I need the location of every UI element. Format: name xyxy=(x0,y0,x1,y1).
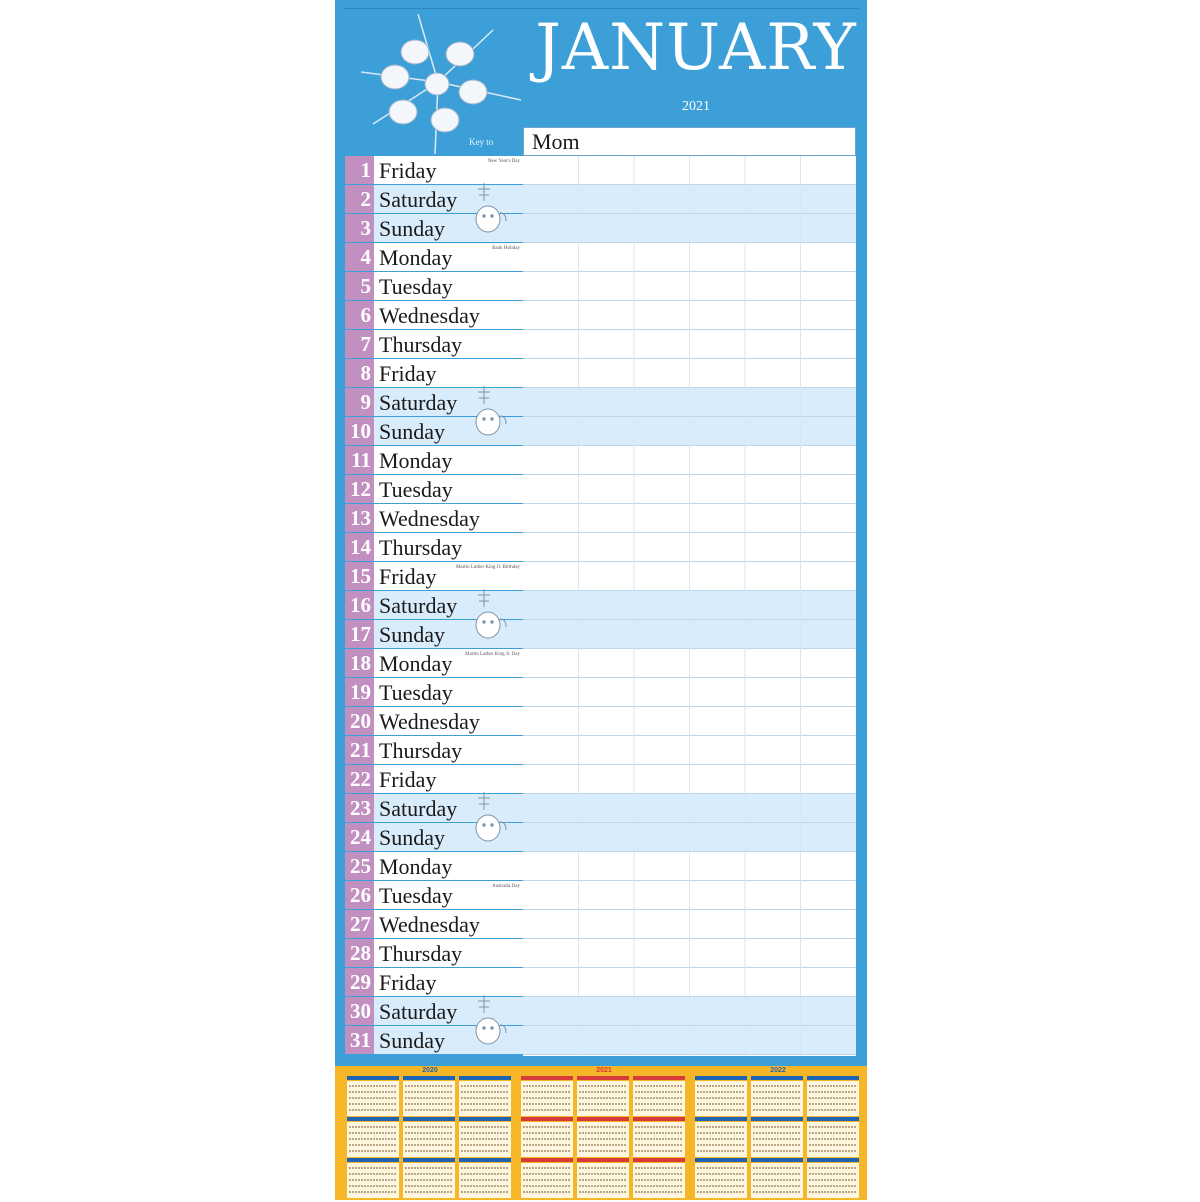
weekday-label: Saturday xyxy=(374,997,523,1025)
date-number: 6 xyxy=(345,301,374,329)
entry-cell-row[interactable] xyxy=(523,620,856,649)
calendar-grid xyxy=(345,127,856,1056)
mini-month xyxy=(347,1117,399,1157)
entry-cell-row[interactable] xyxy=(523,504,856,533)
entry-cell-row[interactable] xyxy=(523,185,856,214)
entry-cell-row[interactable] xyxy=(523,475,856,504)
weekday-label: Monday Martin Luther King Jr. Day xyxy=(374,649,523,677)
date-number: 20 xyxy=(345,707,374,735)
weekday-label: Wednesday xyxy=(374,504,523,532)
entry-cell-row[interactable] xyxy=(523,243,856,272)
entry-cell-row[interactable] xyxy=(523,823,856,852)
planner-year-label: 2021 xyxy=(596,1067,612,1074)
day-row xyxy=(345,649,856,678)
day-row xyxy=(345,214,856,243)
mini-month xyxy=(347,1158,399,1198)
weekday-label: Saturday xyxy=(374,591,523,619)
entry-cell-row[interactable] xyxy=(523,765,856,794)
weekday-label: Tuesday xyxy=(374,272,523,300)
mini-month xyxy=(459,1076,511,1116)
entry-cell-row[interactable] xyxy=(523,301,856,330)
day-row xyxy=(345,388,856,417)
date-number: 31 xyxy=(345,1026,374,1054)
weekday-label: Saturday xyxy=(374,388,523,416)
mini-month xyxy=(695,1076,747,1116)
date-number: 13 xyxy=(345,504,374,532)
mini-month xyxy=(633,1117,685,1157)
day-row xyxy=(345,1026,856,1055)
day-row xyxy=(345,359,856,388)
day-row xyxy=(345,562,856,591)
calendar-poster xyxy=(335,0,867,1200)
weekday-label: Wednesday xyxy=(374,910,523,938)
mini-month xyxy=(751,1117,803,1157)
date-number: 11 xyxy=(345,446,374,474)
date-number: 24 xyxy=(345,823,374,851)
mini-month xyxy=(807,1076,859,1116)
holiday-note: Martin Luther King Jr. Birthday xyxy=(455,565,520,570)
entry-cell-row[interactable] xyxy=(523,533,856,562)
mini-month xyxy=(633,1158,685,1198)
entry-cell-row[interactable] xyxy=(523,417,856,446)
day-row xyxy=(345,968,856,997)
day-row xyxy=(345,243,856,272)
date-number: 22 xyxy=(345,765,374,793)
mini-month xyxy=(403,1117,455,1157)
date-number: 16 xyxy=(345,591,374,619)
sheep-icon xyxy=(470,585,525,643)
weekday-label: Friday xyxy=(374,968,523,996)
date-number: 1 xyxy=(345,156,374,184)
weekday-label: Tuesday xyxy=(374,678,523,706)
mini-month xyxy=(577,1117,629,1157)
day-row xyxy=(345,823,856,852)
day-row xyxy=(345,446,856,475)
mini-month xyxy=(577,1158,629,1198)
date-number: 8 xyxy=(345,359,374,387)
entry-cell-row[interactable] xyxy=(523,968,856,997)
year-label: 2021 xyxy=(682,99,710,114)
day-row xyxy=(345,330,856,359)
holiday-note: New Year's Day xyxy=(487,159,520,164)
weekday-label: Wednesday xyxy=(374,301,523,329)
entry-cell-row[interactable] xyxy=(523,330,856,359)
entry-cell-row[interactable] xyxy=(523,591,856,620)
weekday-label: Thursday xyxy=(374,736,523,764)
weekday-label: Sunday xyxy=(374,214,523,242)
day-row xyxy=(345,881,856,910)
entry-cell-row[interactable] xyxy=(523,214,856,243)
mini-month xyxy=(751,1076,803,1116)
mini-month xyxy=(695,1117,747,1157)
weekday-label: Monday xyxy=(374,852,523,880)
day-row xyxy=(345,591,856,620)
mini-month xyxy=(521,1076,573,1116)
person-column-label: Mom xyxy=(532,129,580,154)
day-row xyxy=(345,475,856,504)
day-row xyxy=(345,707,856,736)
entry-cell-row[interactable] xyxy=(523,997,856,1026)
date-number: 17 xyxy=(345,620,374,648)
entry-cell-row[interactable] xyxy=(523,736,856,765)
day-row xyxy=(345,939,856,968)
date-number: 9 xyxy=(345,388,374,416)
holiday-note: Martin Luther King Jr. Day xyxy=(465,652,520,657)
entry-cell-row[interactable] xyxy=(523,649,856,678)
date-number: 26 xyxy=(345,881,374,909)
date-number: 14 xyxy=(345,533,374,561)
day-row xyxy=(345,504,856,533)
mini-month xyxy=(459,1158,511,1198)
entry-cell-row[interactable] xyxy=(523,852,856,881)
mini-month xyxy=(695,1158,747,1198)
date-number: 10 xyxy=(345,417,374,445)
mini-month xyxy=(577,1076,629,1116)
month-title: JANUARY xyxy=(535,11,857,85)
mini-month xyxy=(521,1158,573,1198)
entry-cell-row[interactable] xyxy=(523,562,856,591)
day-row xyxy=(345,997,856,1026)
weekday-label: Thursday xyxy=(374,330,523,358)
weekday-label: Saturday xyxy=(374,794,523,822)
sheep-icon xyxy=(470,788,525,846)
weekday-label: Friday xyxy=(374,765,523,793)
weekday-label: Sunday xyxy=(374,823,523,851)
entry-cell-row[interactable] xyxy=(523,388,856,417)
day-row xyxy=(345,852,856,881)
weekday-label: Tuesday xyxy=(374,475,523,503)
entry-cell-row[interactable] xyxy=(523,1026,856,1055)
entry-cell-row[interactable] xyxy=(523,910,856,939)
date-number: 4 xyxy=(345,243,374,271)
entry-cell-row[interactable] xyxy=(523,359,856,388)
day-row xyxy=(345,794,856,823)
key-label: Key to xyxy=(469,137,494,147)
entry-cell-row[interactable] xyxy=(523,446,856,475)
date-number: 28 xyxy=(345,939,374,967)
entry-cell-row[interactable] xyxy=(523,707,856,736)
date-number: 5 xyxy=(345,272,374,300)
day-row xyxy=(345,910,856,939)
planner-year-label: 2020 xyxy=(422,1067,438,1074)
weekday-label: Tuesday Australia Day xyxy=(374,881,523,909)
date-number: 25 xyxy=(345,852,374,880)
date-number: 7 xyxy=(345,330,374,358)
weekday-label: Friday New Year's Day xyxy=(374,156,523,184)
date-number: 27 xyxy=(345,910,374,938)
entry-cell-row[interactable] xyxy=(523,939,856,968)
day-row xyxy=(345,678,856,707)
entry-cell-row[interactable] xyxy=(523,794,856,823)
entry-cell-row[interactable] xyxy=(523,272,856,301)
mini-month xyxy=(633,1076,685,1116)
weekday-label: Monday xyxy=(374,446,523,474)
weekday-label: Monday Bank Holiday xyxy=(374,243,523,271)
day-row xyxy=(345,301,856,330)
year-planner-strip xyxy=(335,1066,867,1200)
mini-month xyxy=(403,1076,455,1116)
mini-month xyxy=(751,1158,803,1198)
weekday-label: Saturday xyxy=(374,185,523,213)
planner-year-label: 2022 xyxy=(770,1067,786,1074)
weekday-label: Sunday xyxy=(374,417,523,445)
date-number: 19 xyxy=(345,678,374,706)
date-number: 21 xyxy=(345,736,374,764)
weekday-label: Thursday xyxy=(374,533,523,561)
date-number: 29 xyxy=(345,968,374,996)
mini-month xyxy=(459,1117,511,1157)
day-row xyxy=(345,156,856,185)
weekday-label: Thursday xyxy=(374,939,523,967)
day-row xyxy=(345,765,856,794)
mini-month xyxy=(403,1158,455,1198)
day-row xyxy=(345,272,856,301)
date-number: 15 xyxy=(345,562,374,590)
weekday-label: Friday Martin Luther King Jr. Birthday xyxy=(374,562,523,590)
weekday-label: Sunday xyxy=(374,620,523,648)
holiday-note: Australia Day xyxy=(492,884,520,889)
day-row xyxy=(345,533,856,562)
day-row xyxy=(345,620,856,649)
weekday-label: Friday xyxy=(374,359,523,387)
date-number: 12 xyxy=(345,475,374,503)
mini-month xyxy=(347,1076,399,1116)
entry-cell-row[interactable] xyxy=(523,678,856,707)
mini-month xyxy=(807,1117,859,1157)
sheep-icon xyxy=(470,382,525,440)
date-number: 30 xyxy=(345,997,374,1025)
date-number: 3 xyxy=(345,214,374,242)
sheep-icon xyxy=(470,991,525,1049)
person-column-header[interactable] xyxy=(523,127,856,156)
mini-month xyxy=(521,1117,573,1157)
day-row xyxy=(345,417,856,446)
date-number: 23 xyxy=(345,794,374,822)
sheep-icon xyxy=(470,179,525,237)
day-row xyxy=(345,185,856,214)
day-row xyxy=(345,736,856,765)
date-number: 2 xyxy=(345,185,374,213)
holiday-note: Bank Holiday xyxy=(492,246,520,251)
weekday-label: Wednesday xyxy=(374,707,523,735)
entry-cell-row[interactable] xyxy=(523,881,856,910)
weekday-label: Sunday xyxy=(374,1026,523,1054)
date-number: 18 xyxy=(345,649,374,677)
entry-cell-row[interactable] xyxy=(523,156,856,185)
mini-month xyxy=(807,1158,859,1198)
